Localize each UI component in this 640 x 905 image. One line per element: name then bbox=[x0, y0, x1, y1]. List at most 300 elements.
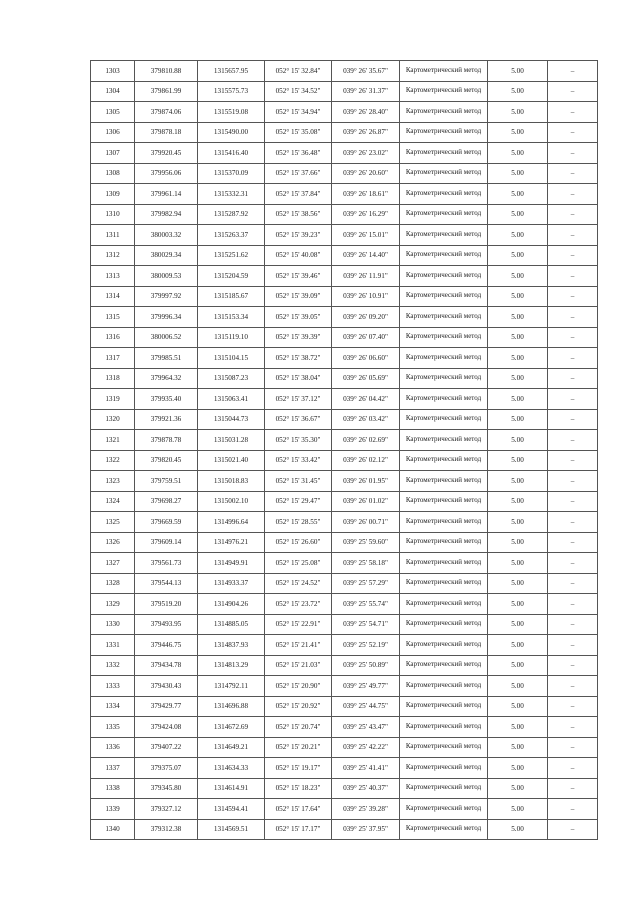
y-coordinate-cell: 1315370.09 bbox=[198, 163, 265, 184]
method-cell: Картометрический метод bbox=[400, 471, 488, 492]
point-number-cell: 1317 bbox=[91, 348, 135, 369]
table-row bbox=[91, 81, 598, 102]
y-coordinate-cell: 1315185.67 bbox=[198, 286, 265, 307]
note-cell: – bbox=[548, 163, 598, 184]
x-coordinate-cell: 379519.20 bbox=[135, 594, 198, 615]
note-cell: – bbox=[548, 491, 598, 512]
x-coordinate-cell: 379810.88 bbox=[135, 61, 198, 82]
x-coordinate-cell: 379935.40 bbox=[135, 389, 198, 410]
accuracy-cell: 5.00 bbox=[488, 143, 548, 164]
latitude-cell: 052° 15' 39.05" bbox=[265, 307, 332, 328]
accuracy-cell: 5.00 bbox=[488, 122, 548, 143]
longitude-cell: 039° 25' 37.95" bbox=[332, 819, 400, 840]
x-coordinate-cell: 379996.34 bbox=[135, 307, 198, 328]
y-coordinate-cell: 1315332.31 bbox=[198, 184, 265, 205]
longitude-cell: 039° 25' 39.28" bbox=[332, 799, 400, 820]
point-number-cell: 1325 bbox=[91, 512, 135, 533]
table-row bbox=[91, 553, 598, 574]
longitude-cell: 039° 25' 50.89" bbox=[332, 655, 400, 676]
accuracy-cell: 5.00 bbox=[488, 225, 548, 246]
x-coordinate-cell: 379920.45 bbox=[135, 143, 198, 164]
x-coordinate-cell: 379327.12 bbox=[135, 799, 198, 820]
point-number-cell: 1304 bbox=[91, 81, 135, 102]
table-row bbox=[91, 286, 598, 307]
latitude-cell: 052° 15' 21.41" bbox=[265, 635, 332, 656]
longitude-cell: 039° 26' 05.69" bbox=[332, 368, 400, 389]
y-coordinate-cell: 1315063.41 bbox=[198, 389, 265, 410]
latitude-cell: 052° 15' 26.60" bbox=[265, 532, 332, 553]
accuracy-cell: 5.00 bbox=[488, 573, 548, 594]
method-cell: Картометрический метод bbox=[400, 122, 488, 143]
point-number-cell: 1314 bbox=[91, 286, 135, 307]
y-coordinate-cell: 1315490.00 bbox=[198, 122, 265, 143]
longitude-cell: 039° 26' 07.40" bbox=[332, 327, 400, 348]
y-coordinate-cell: 1315002.10 bbox=[198, 491, 265, 512]
table-row bbox=[91, 163, 598, 184]
point-number-cell: 1329 bbox=[91, 594, 135, 615]
x-coordinate-cell: 379997.92 bbox=[135, 286, 198, 307]
point-number-cell: 1323 bbox=[91, 471, 135, 492]
latitude-cell: 052° 15' 38.72" bbox=[265, 348, 332, 369]
x-coordinate-cell: 379982.94 bbox=[135, 204, 198, 225]
point-number-cell: 1340 bbox=[91, 819, 135, 840]
x-coordinate-cell: 379921.36 bbox=[135, 409, 198, 430]
point-number-cell: 1303 bbox=[91, 61, 135, 82]
method-cell: Картометрический метод bbox=[400, 368, 488, 389]
table-row bbox=[91, 266, 598, 287]
method-cell: Картометрический метод bbox=[400, 819, 488, 840]
accuracy-cell: 5.00 bbox=[488, 553, 548, 574]
table-row bbox=[91, 655, 598, 676]
note-cell: – bbox=[548, 122, 598, 143]
method-cell: Картометрический метод bbox=[400, 491, 488, 512]
table-row bbox=[91, 307, 598, 328]
table-row bbox=[91, 614, 598, 635]
method-cell: Картометрический метод bbox=[400, 676, 488, 697]
y-coordinate-cell: 1314813.29 bbox=[198, 655, 265, 676]
accuracy-cell: 5.00 bbox=[488, 471, 548, 492]
method-cell: Картометрический метод bbox=[400, 409, 488, 430]
x-coordinate-cell: 379561.73 bbox=[135, 553, 198, 574]
y-coordinate-cell: 1314649.21 bbox=[198, 737, 265, 758]
latitude-cell: 052° 15' 33.42" bbox=[265, 450, 332, 471]
note-cell: – bbox=[548, 286, 598, 307]
table-row bbox=[91, 368, 598, 389]
note-cell: – bbox=[548, 799, 598, 820]
table-row bbox=[91, 225, 598, 246]
accuracy-cell: 5.00 bbox=[488, 717, 548, 738]
longitude-cell: 039° 25' 58.18" bbox=[332, 553, 400, 574]
longitude-cell: 039° 26' 16.29" bbox=[332, 204, 400, 225]
note-cell: – bbox=[548, 450, 598, 471]
latitude-cell: 052° 15' 22.91" bbox=[265, 614, 332, 635]
latitude-cell: 052° 15' 17.17" bbox=[265, 819, 332, 840]
longitude-cell: 039° 26' 26.87" bbox=[332, 122, 400, 143]
note-cell: – bbox=[548, 184, 598, 205]
longitude-cell: 039° 25' 55.74" bbox=[332, 594, 400, 615]
method-cell: Картометрический метод bbox=[400, 61, 488, 82]
method-cell: Картометрический метод bbox=[400, 758, 488, 779]
y-coordinate-cell: 1314696.88 bbox=[198, 696, 265, 717]
y-coordinate-cell: 1315263.37 bbox=[198, 225, 265, 246]
note-cell: – bbox=[548, 225, 598, 246]
accuracy-cell: 5.00 bbox=[488, 450, 548, 471]
table-row bbox=[91, 430, 598, 451]
longitude-cell: 039° 26' 15.01" bbox=[332, 225, 400, 246]
method-cell: Картометрический метод bbox=[400, 696, 488, 717]
table-row bbox=[91, 696, 598, 717]
longitude-cell: 039° 25' 41.41" bbox=[332, 758, 400, 779]
longitude-cell: 039° 25' 49.77" bbox=[332, 676, 400, 697]
x-coordinate-cell: 379434.78 bbox=[135, 655, 198, 676]
point-number-cell: 1316 bbox=[91, 327, 135, 348]
y-coordinate-cell: 1315204.59 bbox=[198, 266, 265, 287]
latitude-cell: 052° 15' 36.48" bbox=[265, 143, 332, 164]
coordinates-table bbox=[90, 60, 598, 840]
note-cell: – bbox=[548, 409, 598, 430]
y-coordinate-cell: 1315657.95 bbox=[198, 61, 265, 82]
latitude-cell: 052° 15' 38.04" bbox=[265, 368, 332, 389]
note-cell: – bbox=[548, 532, 598, 553]
latitude-cell: 052° 15' 25.08" bbox=[265, 553, 332, 574]
note-cell: – bbox=[548, 368, 598, 389]
accuracy-cell: 5.00 bbox=[488, 204, 548, 225]
y-coordinate-cell: 1315519.08 bbox=[198, 102, 265, 123]
point-number-cell: 1337 bbox=[91, 758, 135, 779]
note-cell: – bbox=[548, 245, 598, 266]
method-cell: Картометрический метод bbox=[400, 614, 488, 635]
longitude-cell: 039° 26' 10.91" bbox=[332, 286, 400, 307]
method-cell: Картометрический метод bbox=[400, 512, 488, 533]
latitude-cell: 052° 15' 32.84" bbox=[265, 61, 332, 82]
point-number-cell: 1330 bbox=[91, 614, 135, 635]
accuracy-cell: 5.00 bbox=[488, 430, 548, 451]
note-cell: – bbox=[548, 655, 598, 676]
table-row bbox=[91, 758, 598, 779]
table-row bbox=[91, 245, 598, 266]
y-coordinate-cell: 1315087.23 bbox=[198, 368, 265, 389]
method-cell: Картометрический метод bbox=[400, 389, 488, 410]
accuracy-cell: 5.00 bbox=[488, 327, 548, 348]
accuracy-cell: 5.00 bbox=[488, 81, 548, 102]
x-coordinate-cell: 379985.51 bbox=[135, 348, 198, 369]
method-cell: Картометрический метод bbox=[400, 799, 488, 820]
method-cell: Картометрический метод bbox=[400, 81, 488, 102]
accuracy-cell: 5.00 bbox=[488, 532, 548, 553]
y-coordinate-cell: 1315287.92 bbox=[198, 204, 265, 225]
point-number-cell: 1308 bbox=[91, 163, 135, 184]
table-row bbox=[91, 594, 598, 615]
method-cell: Картометрический метод bbox=[400, 430, 488, 451]
longitude-cell: 039° 26' 11.91" bbox=[332, 266, 400, 287]
latitude-cell: 052° 15' 23.72" bbox=[265, 594, 332, 615]
longitude-cell: 039° 25' 57.29" bbox=[332, 573, 400, 594]
y-coordinate-cell: 1315104.15 bbox=[198, 348, 265, 369]
method-cell: Картометрический метод bbox=[400, 163, 488, 184]
accuracy-cell: 5.00 bbox=[488, 307, 548, 328]
note-cell: – bbox=[548, 348, 598, 369]
accuracy-cell: 5.00 bbox=[488, 491, 548, 512]
x-coordinate-cell: 379698.27 bbox=[135, 491, 198, 512]
method-cell: Картометрический метод bbox=[400, 594, 488, 615]
method-cell: Картометрический метод bbox=[400, 225, 488, 246]
method-cell: Картометрический метод bbox=[400, 655, 488, 676]
latitude-cell: 052° 15' 37.66" bbox=[265, 163, 332, 184]
table-row bbox=[91, 61, 598, 82]
longitude-cell: 039° 26' 18.61" bbox=[332, 184, 400, 205]
point-number-cell: 1339 bbox=[91, 799, 135, 820]
note-cell: – bbox=[548, 430, 598, 451]
latitude-cell: 052° 15' 31.45" bbox=[265, 471, 332, 492]
accuracy-cell: 5.00 bbox=[488, 163, 548, 184]
note-cell: – bbox=[548, 635, 598, 656]
note-cell: – bbox=[548, 778, 598, 799]
point-number-cell: 1305 bbox=[91, 102, 135, 123]
note-cell: – bbox=[548, 143, 598, 164]
latitude-cell: 052° 15' 34.52" bbox=[265, 81, 332, 102]
latitude-cell: 052° 15' 19.17" bbox=[265, 758, 332, 779]
x-coordinate-cell: 379964.32 bbox=[135, 368, 198, 389]
x-coordinate-cell: 380029.34 bbox=[135, 245, 198, 266]
table-row bbox=[91, 778, 598, 799]
note-cell: – bbox=[548, 266, 598, 287]
point-number-cell: 1315 bbox=[91, 307, 135, 328]
latitude-cell: 052° 15' 28.55" bbox=[265, 512, 332, 533]
y-coordinate-cell: 1314594.41 bbox=[198, 799, 265, 820]
accuracy-cell: 5.00 bbox=[488, 758, 548, 779]
method-cell: Картометрический метод bbox=[400, 143, 488, 164]
table-row bbox=[91, 184, 598, 205]
point-number-cell: 1313 bbox=[91, 266, 135, 287]
y-coordinate-cell: 1314837.93 bbox=[198, 635, 265, 656]
y-coordinate-cell: 1315251.62 bbox=[198, 245, 265, 266]
table-row bbox=[91, 819, 598, 840]
latitude-cell: 052° 15' 20.92" bbox=[265, 696, 332, 717]
table-row bbox=[91, 491, 598, 512]
method-cell: Картометрический метод bbox=[400, 307, 488, 328]
latitude-cell: 052° 15' 21.03" bbox=[265, 655, 332, 676]
point-number-cell: 1322 bbox=[91, 450, 135, 471]
x-coordinate-cell: 379878.18 bbox=[135, 122, 198, 143]
x-coordinate-cell: 379669.59 bbox=[135, 512, 198, 533]
longitude-cell: 039° 26' 01.95" bbox=[332, 471, 400, 492]
method-cell: Картометрический метод bbox=[400, 717, 488, 738]
x-coordinate-cell: 379956.06 bbox=[135, 163, 198, 184]
x-coordinate-cell: 379961.14 bbox=[135, 184, 198, 205]
y-coordinate-cell: 1314614.91 bbox=[198, 778, 265, 799]
accuracy-cell: 5.00 bbox=[488, 778, 548, 799]
accuracy-cell: 5.00 bbox=[488, 635, 548, 656]
y-coordinate-cell: 1314885.05 bbox=[198, 614, 265, 635]
method-cell: Картометрический метод bbox=[400, 737, 488, 758]
point-number-cell: 1327 bbox=[91, 553, 135, 574]
table-row bbox=[91, 102, 598, 123]
accuracy-cell: 5.00 bbox=[488, 61, 548, 82]
latitude-cell: 052° 15' 17.64" bbox=[265, 799, 332, 820]
latitude-cell: 052° 15' 37.12" bbox=[265, 389, 332, 410]
method-cell: Картометрический метод bbox=[400, 204, 488, 225]
note-cell: – bbox=[548, 204, 598, 225]
note-cell: – bbox=[548, 61, 598, 82]
note-cell: – bbox=[548, 512, 598, 533]
longitude-cell: 039° 26' 09.20" bbox=[332, 307, 400, 328]
table-row bbox=[91, 737, 598, 758]
table-row bbox=[91, 799, 598, 820]
point-number-cell: 1307 bbox=[91, 143, 135, 164]
x-coordinate-cell: 380003.32 bbox=[135, 225, 198, 246]
accuracy-cell: 5.00 bbox=[488, 737, 548, 758]
note-cell: – bbox=[548, 307, 598, 328]
note-cell: – bbox=[548, 553, 598, 574]
point-number-cell: 1306 bbox=[91, 122, 135, 143]
y-coordinate-cell: 1314933.37 bbox=[198, 573, 265, 594]
accuracy-cell: 5.00 bbox=[488, 245, 548, 266]
note-cell: – bbox=[548, 614, 598, 635]
latitude-cell: 052° 15' 20.21" bbox=[265, 737, 332, 758]
note-cell: – bbox=[548, 327, 598, 348]
note-cell: – bbox=[548, 717, 598, 738]
longitude-cell: 039° 26' 00.71" bbox=[332, 512, 400, 533]
note-cell: – bbox=[548, 758, 598, 779]
latitude-cell: 052° 15' 39.23" bbox=[265, 225, 332, 246]
y-coordinate-cell: 1314996.64 bbox=[198, 512, 265, 533]
longitude-cell: 039° 26' 31.37" bbox=[332, 81, 400, 102]
latitude-cell: 052° 15' 24.52" bbox=[265, 573, 332, 594]
x-coordinate-cell: 379407.22 bbox=[135, 737, 198, 758]
y-coordinate-cell: 1315031.28 bbox=[198, 430, 265, 451]
note-cell: – bbox=[548, 81, 598, 102]
point-number-cell: 1319 bbox=[91, 389, 135, 410]
x-coordinate-cell: 379861.99 bbox=[135, 81, 198, 102]
longitude-cell: 039° 26' 01.02" bbox=[332, 491, 400, 512]
table-row bbox=[91, 676, 598, 697]
accuracy-cell: 5.00 bbox=[488, 614, 548, 635]
y-coordinate-cell: 1314976.21 bbox=[198, 532, 265, 553]
point-number-cell: 1338 bbox=[91, 778, 135, 799]
method-cell: Картометрический метод bbox=[400, 327, 488, 348]
note-cell: – bbox=[548, 102, 598, 123]
note-cell: – bbox=[548, 389, 598, 410]
note-cell: – bbox=[548, 737, 598, 758]
longitude-cell: 039° 26' 23.02" bbox=[332, 143, 400, 164]
longitude-cell: 039° 26' 02.12" bbox=[332, 450, 400, 471]
note-cell: – bbox=[548, 696, 598, 717]
x-coordinate-cell: 379874.06 bbox=[135, 102, 198, 123]
longitude-cell: 039° 26' 35.67" bbox=[332, 61, 400, 82]
latitude-cell: 052° 15' 38.56" bbox=[265, 204, 332, 225]
method-cell: Картометрический метод bbox=[400, 102, 488, 123]
x-coordinate-cell: 379424.08 bbox=[135, 717, 198, 738]
x-coordinate-cell: 379878.78 bbox=[135, 430, 198, 451]
table-row bbox=[91, 389, 598, 410]
x-coordinate-cell: 379446.75 bbox=[135, 635, 198, 656]
table-row bbox=[91, 471, 598, 492]
accuracy-cell: 5.00 bbox=[488, 696, 548, 717]
note-cell: – bbox=[548, 594, 598, 615]
x-coordinate-cell: 379544.13 bbox=[135, 573, 198, 594]
y-coordinate-cell: 1315021.40 bbox=[198, 450, 265, 471]
accuracy-cell: 5.00 bbox=[488, 655, 548, 676]
point-number-cell: 1333 bbox=[91, 676, 135, 697]
table-row bbox=[91, 409, 598, 430]
longitude-cell: 039° 26' 14.40" bbox=[332, 245, 400, 266]
latitude-cell: 052° 15' 35.08" bbox=[265, 122, 332, 143]
method-cell: Картометрический метод bbox=[400, 778, 488, 799]
accuracy-cell: 5.00 bbox=[488, 389, 548, 410]
longitude-cell: 039° 26' 02.69" bbox=[332, 430, 400, 451]
x-coordinate-cell: 379759.51 bbox=[135, 471, 198, 492]
note-cell: – bbox=[548, 573, 598, 594]
longitude-cell: 039° 26' 28.40" bbox=[332, 102, 400, 123]
longitude-cell: 039° 25' 59.60" bbox=[332, 532, 400, 553]
point-number-cell: 1320 bbox=[91, 409, 135, 430]
accuracy-cell: 5.00 bbox=[488, 799, 548, 820]
table-row bbox=[91, 635, 598, 656]
x-coordinate-cell: 379375.07 bbox=[135, 758, 198, 779]
latitude-cell: 052° 15' 36.67" bbox=[265, 409, 332, 430]
x-coordinate-cell: 379820.45 bbox=[135, 450, 198, 471]
y-coordinate-cell: 1314569.51 bbox=[198, 819, 265, 840]
table-body bbox=[91, 61, 598, 840]
accuracy-cell: 5.00 bbox=[488, 676, 548, 697]
x-coordinate-cell: 379429.77 bbox=[135, 696, 198, 717]
method-cell: Картометрический метод bbox=[400, 348, 488, 369]
method-cell: Картометрический метод bbox=[400, 553, 488, 574]
longitude-cell: 039° 26' 20.60" bbox=[332, 163, 400, 184]
longitude-cell: 039° 26' 06.60" bbox=[332, 348, 400, 369]
x-coordinate-cell: 379609.14 bbox=[135, 532, 198, 553]
point-number-cell: 1309 bbox=[91, 184, 135, 205]
method-cell: Картометрический метод bbox=[400, 245, 488, 266]
accuracy-cell: 5.00 bbox=[488, 102, 548, 123]
note-cell: – bbox=[548, 471, 598, 492]
y-coordinate-cell: 1314904.26 bbox=[198, 594, 265, 615]
method-cell: Картометрический метод bbox=[400, 184, 488, 205]
latitude-cell: 052° 15' 29.47" bbox=[265, 491, 332, 512]
point-number-cell: 1328 bbox=[91, 573, 135, 594]
y-coordinate-cell: 1314672.69 bbox=[198, 717, 265, 738]
x-coordinate-cell: 379312.38 bbox=[135, 819, 198, 840]
longitude-cell: 039° 26' 04.42" bbox=[332, 389, 400, 410]
point-number-cell: 1332 bbox=[91, 655, 135, 676]
point-number-cell: 1331 bbox=[91, 635, 135, 656]
latitude-cell: 052° 15' 39.39" bbox=[265, 327, 332, 348]
longitude-cell: 039° 25' 42.22" bbox=[332, 737, 400, 758]
latitude-cell: 052° 15' 20.74" bbox=[265, 717, 332, 738]
longitude-cell: 039° 25' 52.19" bbox=[332, 635, 400, 656]
longitude-cell: 039° 25' 40.37" bbox=[332, 778, 400, 799]
table-row bbox=[91, 348, 598, 369]
method-cell: Картометрический метод bbox=[400, 450, 488, 471]
point-number-cell: 1311 bbox=[91, 225, 135, 246]
y-coordinate-cell: 1315018.83 bbox=[198, 471, 265, 492]
y-coordinate-cell: 1315119.10 bbox=[198, 327, 265, 348]
accuracy-cell: 5.00 bbox=[488, 368, 548, 389]
y-coordinate-cell: 1315575.73 bbox=[198, 81, 265, 102]
accuracy-cell: 5.00 bbox=[488, 594, 548, 615]
y-coordinate-cell: 1314634.33 bbox=[198, 758, 265, 779]
y-coordinate-cell: 1315153.34 bbox=[198, 307, 265, 328]
table-row bbox=[91, 512, 598, 533]
point-number-cell: 1326 bbox=[91, 532, 135, 553]
longitude-cell: 039° 25' 43.47" bbox=[332, 717, 400, 738]
x-coordinate-cell: 379493.95 bbox=[135, 614, 198, 635]
point-number-cell: 1335 bbox=[91, 717, 135, 738]
x-coordinate-cell: 379345.80 bbox=[135, 778, 198, 799]
latitude-cell: 052° 15' 39.46" bbox=[265, 266, 332, 287]
table-row bbox=[91, 573, 598, 594]
point-number-cell: 1334 bbox=[91, 696, 135, 717]
